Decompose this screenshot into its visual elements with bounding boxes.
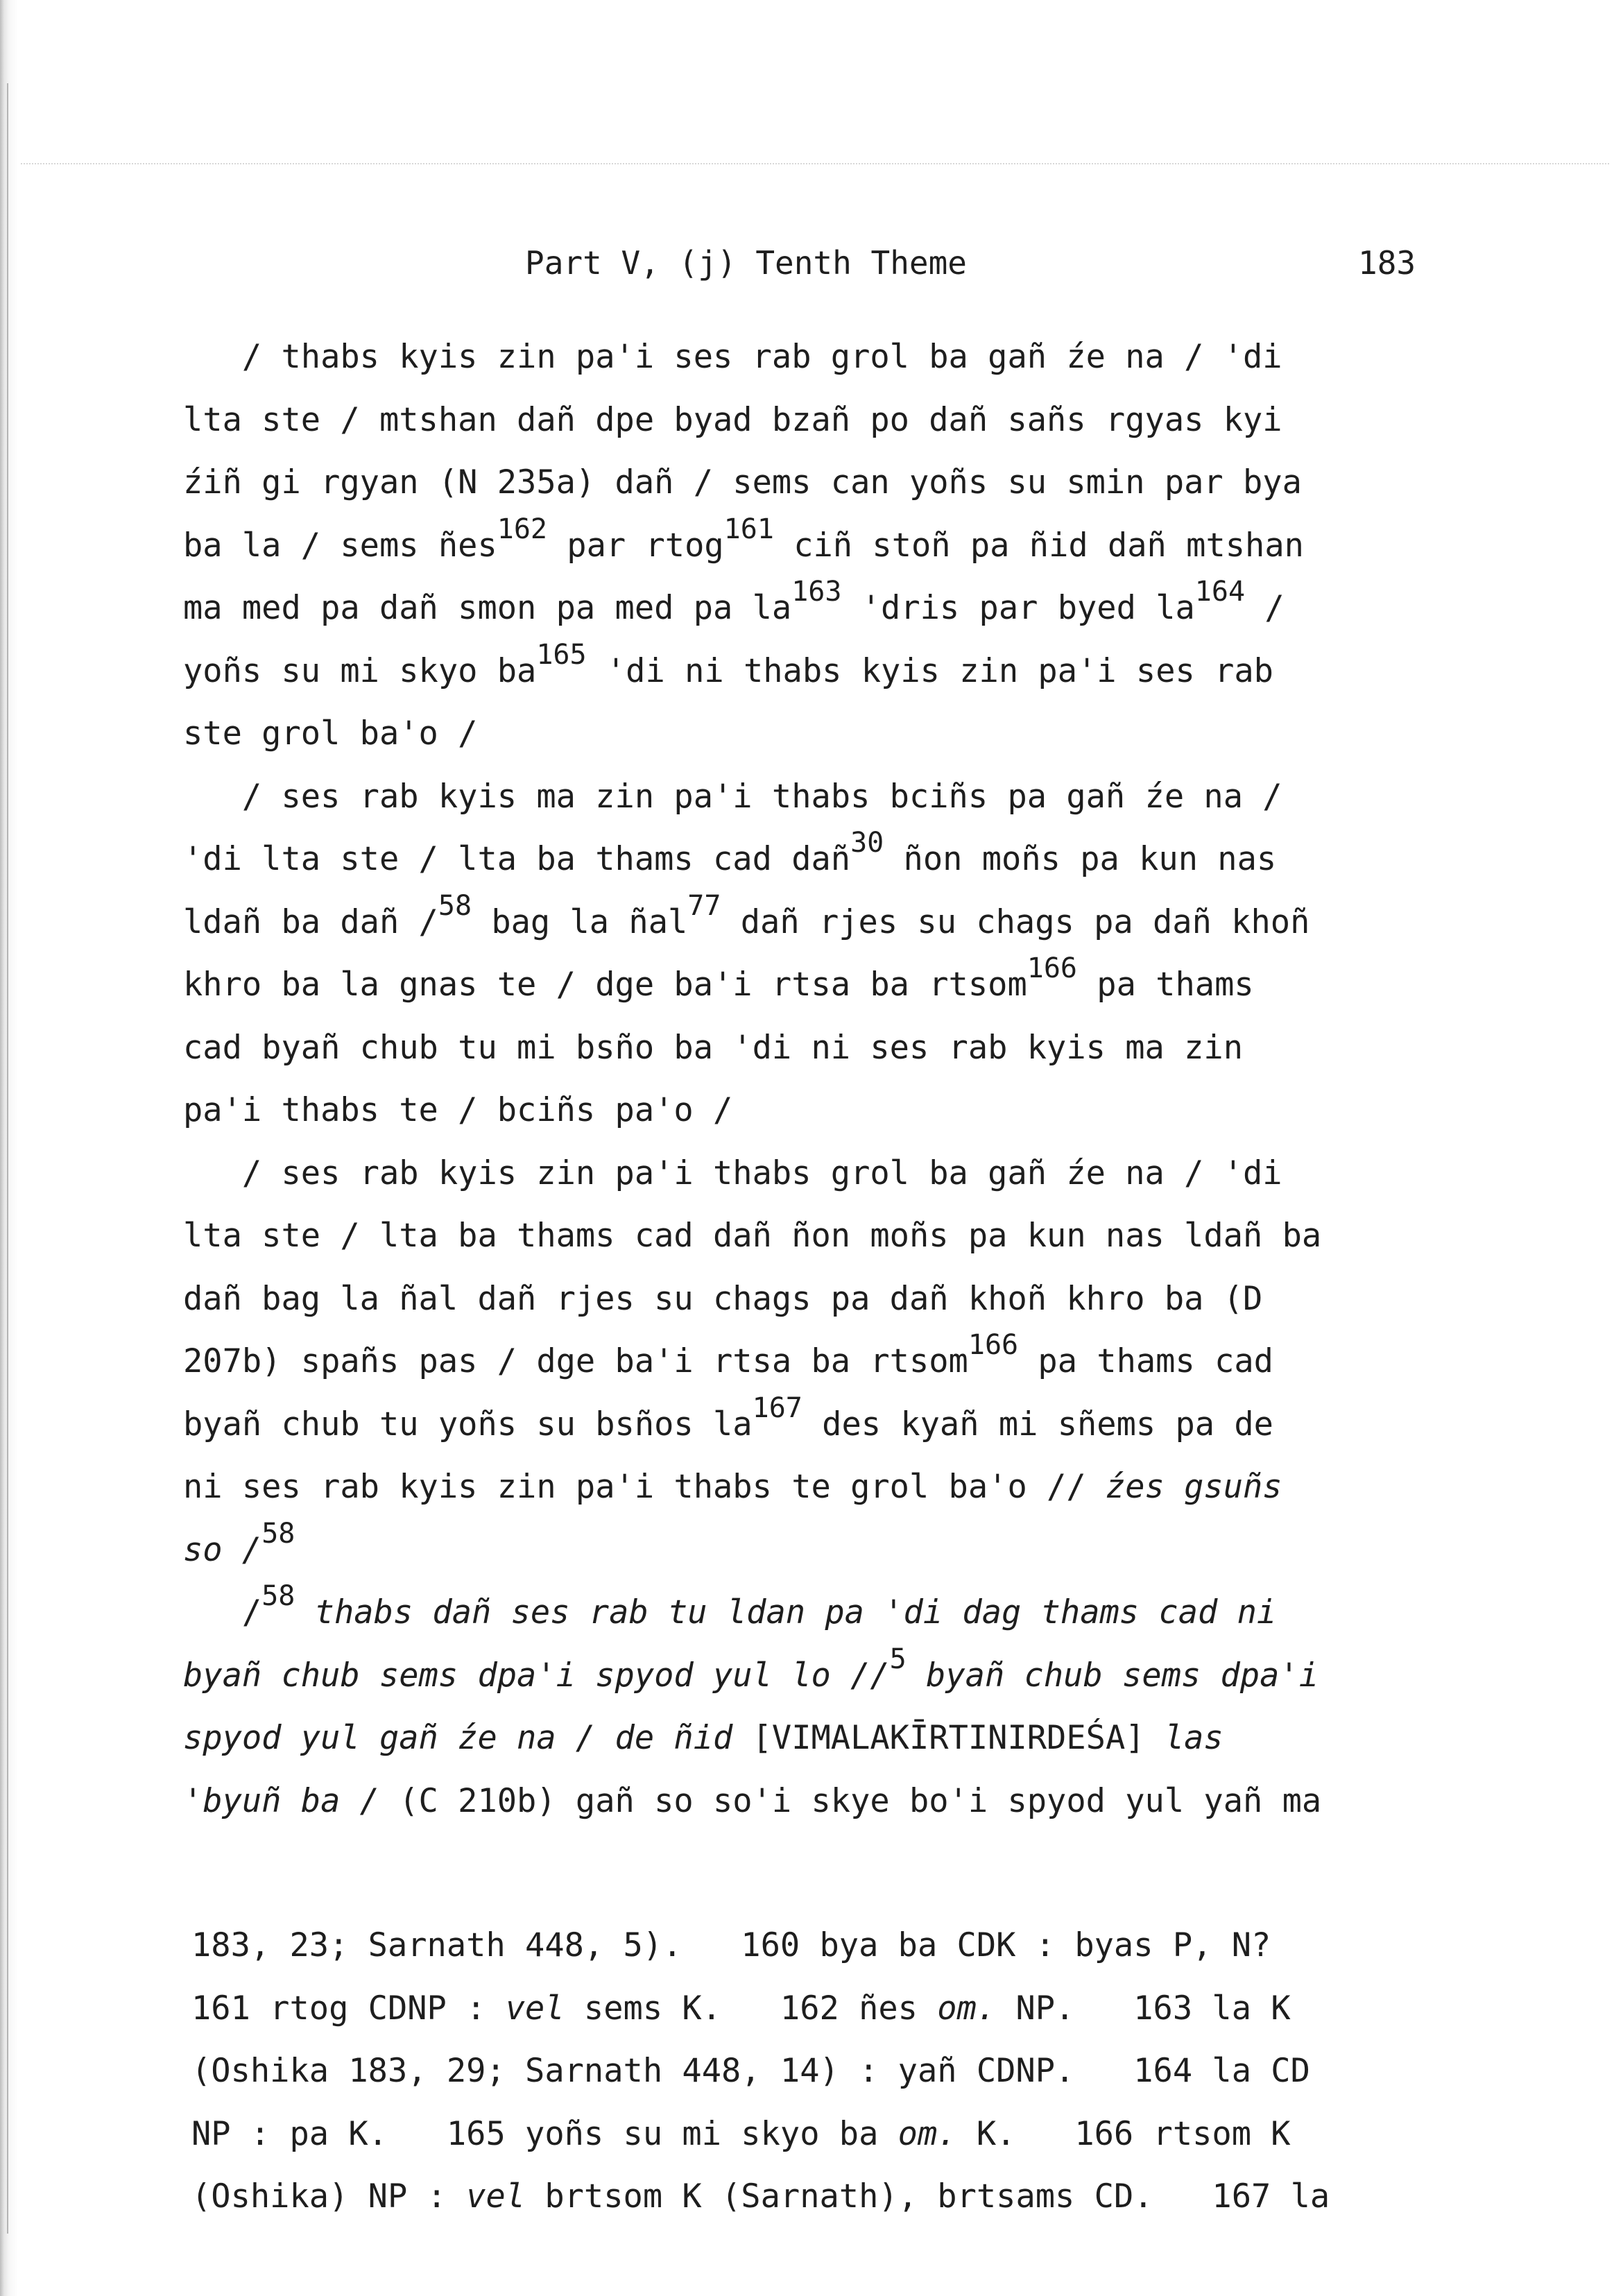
text-line [183,640,1432,703]
footnote-line [191,2166,1440,2229]
text-segment: bag la ñal [472,902,688,941]
footnote-ref: 77 [687,889,721,922]
text-segment: ciñ stoñ pa ñid dañ mtshan [773,526,1304,565]
text-segment: [VIMALAKĪRTINIRDEŚA] [752,1719,1145,1757]
footnote-ref: 58 [261,1517,295,1550]
text-line [183,1268,1432,1331]
footnote-line [191,2103,1440,2166]
text-line [183,954,1432,1017]
text-line [183,766,1432,829]
text-line [183,1645,1432,1708]
text-segment: źiñ gi rgyan (N 235a) dañ / sems can yoñs su smin par bya [183,463,1302,502]
text-segment: 'di lta ste / lta ba thams cad dañ [183,840,851,878]
text-segment: brtsom K (Sarnath), brtsams CD. 167 la [525,2177,1330,2216]
header-title: Part V, (j) Tenth Theme [525,244,967,282]
text-line [183,515,1432,578]
text-segment: NP : pa K. 165 yoñs su mi skyo ba [191,2114,898,2153]
text-segment: (Oshika) NP : [191,2177,467,2216]
text-segment: źes gsuñs [1105,1468,1282,1506]
footnote-ref: 165 [536,638,587,671]
text-segment: pa thams [1077,966,1254,1004]
text-segment: byañ chub tu yoñs su bsños la [183,1405,753,1443]
text-segment: / [183,1593,262,1631]
text-segment: om. [937,1989,997,2028]
footnotes [191,1914,1440,2229]
text-segment: dañ rjes su chags pa dañ khoñ [721,902,1310,941]
text-line [183,1330,1432,1394]
text-segment: ldañ ba dañ / [183,902,438,941]
text-segment: so / [183,1530,262,1569]
text-segment: des kyañ mi sñems pa de [802,1405,1273,1443]
scan-artifact-line [21,163,1609,164]
scan-edge-line [7,83,8,2234]
text-segment: par rtog [547,526,724,565]
text-segment: vel [505,1989,565,2028]
text-segment: lta ste / mtshan dañ dpe byad bzañ po dañ sañs rgyas kyi [183,400,1282,439]
footnote-line [191,2040,1440,2103]
text-segment: las [1144,1719,1223,1757]
footnote-ref: 162 [497,513,547,545]
text-segment: / ses rab kyis zin pa'i thabs grol ba gañ źe na / 'di [183,1154,1282,1192]
text-line [183,326,1432,389]
text-line [183,452,1432,515]
text-segment: 183, 23; Sarnath 448, 5). 160 bya ba CDK : byas P, N? [191,1926,1271,1964]
text-segment: khro ba la gnas te / dge ba'i rtsa ba rtsom [183,966,1027,1004]
text-segment: pa thams cad [1018,1342,1273,1380]
text-segment: spyod yul gañ źe na / de ñid [183,1719,753,1757]
text-line [183,1519,1432,1582]
text-segment: dañ bag la ñal dañ rjes su chags pa dañ khoñ khro ba (D [183,1279,1263,1318]
footnote-ref: 5 [889,1643,907,1675]
text-segment: 161 rtog CDNP : [191,1989,506,2028]
text-line [183,828,1432,891]
text-segment: om. [898,2114,957,2153]
text-segment: 'dris par byed la [841,589,1195,627]
text-segment: yoñs su mi skyo ba [183,651,537,690]
text-segment: ba la / sems ñes [183,526,497,565]
text-line [183,1770,1432,1833]
footnote-ref: 30 [850,827,884,859]
text-segment: 207b) spañs pas / dge ba'i rtsa ba rtsom [183,1342,968,1380]
running-header [0,244,1623,286]
scan-edge-shadow [0,0,18,2296]
footnote-ref: 166 [968,1329,1019,1361]
main-text [183,326,1432,1833]
text-segment: / thabs kyis zin pa'i ses rab grol ba gañ źe na / 'di [183,338,1282,376]
footnote-ref: 58 [438,889,472,922]
text-segment: NP. 163 la K [996,1989,1291,2028]
text-segment: ni ses rab kyis zin pa'i thabs te grol ba'o // [183,1468,1106,1506]
page-number: 183 [1358,244,1416,282]
text-line [183,1582,1432,1645]
text-line [183,389,1432,452]
text-segment: 'byuñ ba / [183,1781,379,1820]
text-segment: cad byañ chub tu mi bsño ba 'di ni ses rab kyis ma zin [183,1028,1244,1067]
text-segment: K. 166 rtsom K [956,2114,1291,2153]
footnote-ref: 166 [1027,952,1077,984]
text-line [183,1142,1432,1206]
text-segment: sems K. 162 ñes [564,1989,938,2028]
text-segment: 'di ni thabs kyis zin pa'i ses rab [586,651,1273,690]
text-line [183,1456,1432,1519]
text-segment: lta ste / lta ba thams cad dañ ñon moñs pa kun nas ldañ ba [183,1217,1322,1255]
footnote-ref: 167 [752,1391,802,1424]
text-line [183,1707,1432,1770]
text-segment: thabs dañ ses rab tu ldan pa 'di dag thams cad ni [295,1593,1277,1631]
text-segment: vel [466,2177,526,2216]
text-line [183,1017,1432,1080]
text-line [183,577,1432,640]
text-line [183,703,1432,766]
footnote-ref: 161 [723,513,774,545]
text-line [183,891,1432,954]
footnote-ref: 164 [1194,576,1246,608]
footnote-ref: 163 [791,576,842,608]
footnote-ref: 58 [261,1580,295,1612]
text-segment: ste grol ba'o / [183,714,478,753]
text-segment: pa'i thabs te / bciñs pa'o / [183,1091,733,1129]
text-segment: (C 210b) gañ so so'i skye bo'i spyod yul yañ ma [379,1781,1322,1820]
text-segment: / [1245,589,1285,627]
text-segment: (Oshika 183, 29; Sarnath 448, 14) : yañ CDNP. 164 la CD [191,2052,1310,2090]
text-segment: ma med pa dañ smon pa med pa la [183,589,792,627]
text-line [183,1205,1432,1268]
footnote-line [191,1914,1440,1978]
text-line [183,1391,1432,1457]
text-line [183,1079,1432,1142]
text-segment: / ses rab kyis ma zin pa'i thabs bciñs pa gañ źe na / [183,777,1282,816]
text-segment: byañ chub sems dpa'i spyod yul lo // [183,1656,890,1695]
text-segment: byañ chub sems dpa'i [906,1656,1319,1695]
footnote-line [191,1978,1440,2041]
text-segment: ñon moñs pa kun nas [884,840,1277,878]
